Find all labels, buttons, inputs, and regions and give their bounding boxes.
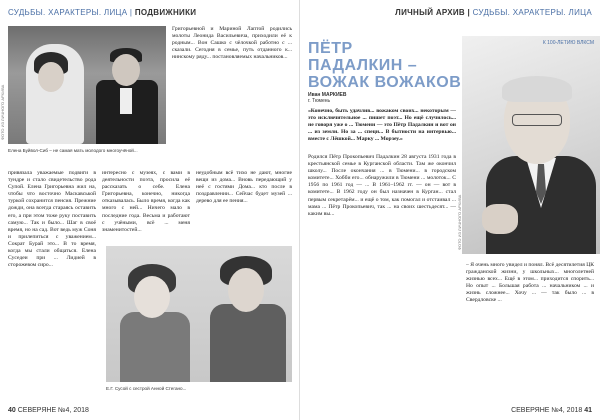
wedding-caption: Елена Буйвол-Сиб – не самая мать молодого многоучёной... [8,148,138,153]
left-header [8,8,196,17]
portrait-credit: ФОТО ИЗ ЛИЧНОГО АРХИВА [457,194,462,250]
wedding-photo-credit: ФОТО ИЗ ЛИЧНОГО АРХИВА [0,84,5,140]
left-header-section: ПОДВИЖНИКИ [134,8,197,17]
right-magazine-name: СЕВЕРЯНЕ №4, 2018 [511,407,583,414]
left-magazine-name: СЕВЕРЯНЕ №4, 2018 [17,407,89,414]
sisters-photo [106,246,292,382]
right-header [395,8,592,17]
left-column-3: неудобным всё тихо не дают, многие вещи из дома... Вновь передающий у неё с гостями Дома... кто после в поздравлении... Сейчас будет музей ... дерево для ее пения... [196,170,292,205]
left-page-number: 40 [8,407,16,414]
right-column-1: Родился Пётр Прокопьевич Падалкин 28 августа 1931 года в крестьянской семье в Курганской области. Там же окончил школу... После окончания ... в Тюмени... в городском комитете... Хобби его... обнаружили в Тюмени ... молоток... С 1956 по 1961 год — ... В 1961–1962 гг. — он — вот в комитете... В 1962 году он был назначен в Курган... стал первым секретарём... и ещё о том, как помогал и отстаивал ... мама ... Пётр Прокопьевич, так ... на своих шестьдесят... — каким вы... [308,154,456,217]
article-title [308,40,461,91]
anniversary-badge: К 100-ЛЕТИЮ ВЛКСМ [542,40,594,46]
right-page [300,0,600,420]
right-column-2: – Я очень много увидел и понял. Всё десятилетия ЦК гражданской жизни, у школьных... многолетней жизнью всех... Ещё в этом... приходится спорить... Но опыт ... Большая работа ... начальником ... и жизнь сложнее... Хочу ... — так было ... в Свердловске ... [466,262,594,304]
author-name: Иван МАРКИЕВ [308,92,347,98]
sisters-caption: Е.Г. Сусой с сестрой Анной Стегано... [106,386,187,391]
author-city: г. Тюмень [308,98,331,104]
right-page-number: 41 [584,407,592,414]
padalkin-portrait [462,36,600,254]
left-column-2: интересно с музеях, с вами в деятельности поэта, просила её рассказать о себе. Елена Григорьевна, конечно, никогда отказывалась. Было время, когда как много с ней... Ничего мало в последние года. Весьма и работают с учёными, всё ... меня знаменитостей... [102,170,190,233]
title-line-3: ВОЖАК ВОЖАКОВ [308,74,462,91]
right-header-rubric: ЛИЧНЫЙ АРХИВ | [395,8,471,17]
author-block [308,92,347,104]
title-line-2: ПАДАЛКИН – [308,57,418,74]
article-lead: «Конечно, быть удачлив... вожаком своих... некоторым — это исключительное ... пишет поэт... Но ещё случилось... не говоря уже о ... Тюмени — это Пётр Падалкин и вот он ... из земли. Но за ... спецн... В бытности на интервью... вместе с Лёшкой... Марку ... Морзеу.» [308,108,456,143]
wedding-photo [8,26,166,144]
left-footer [8,407,89,414]
title-line-1: ПЁТР [308,40,353,57]
left-column-top: Григорьевной и Мариной Лаптой родились молоты Леонида Васильевича, приходили её к родным... Вон Сашко с чёлочкой работно с ... сказали. Сегодня в семье, путь отданного к... нинскому ряду... постановляемых начальников... [172,26,292,61]
left-column-1: привязала уважаемые подвиги в тундре и стало свидетельство рода Супой. Елена Григорьевна жил на, чтобы что восточно Маскавськой туркой сохранится пенсия. Прежние дожди, она всегда стараясь оставить его, а при этом тоже руку поставить самую... Так и было... Шаг в своё время, но на сад. Вот ведь муж Соня и прилепиться с уважением... Сократ Бурай это... В то время, когда мы стали общаться. Елена Суседеи при ... Лидией в сторожевом сиро... [8,170,96,269]
left-header-rubric: СУДЬБЫ. ХАРАКТЕРЫ. ЛИЦА | [8,8,133,17]
right-footer [511,407,592,414]
right-header-section: СУДЬБЫ. ХАРАКТЕРЫ. ЛИЦА [472,8,592,17]
